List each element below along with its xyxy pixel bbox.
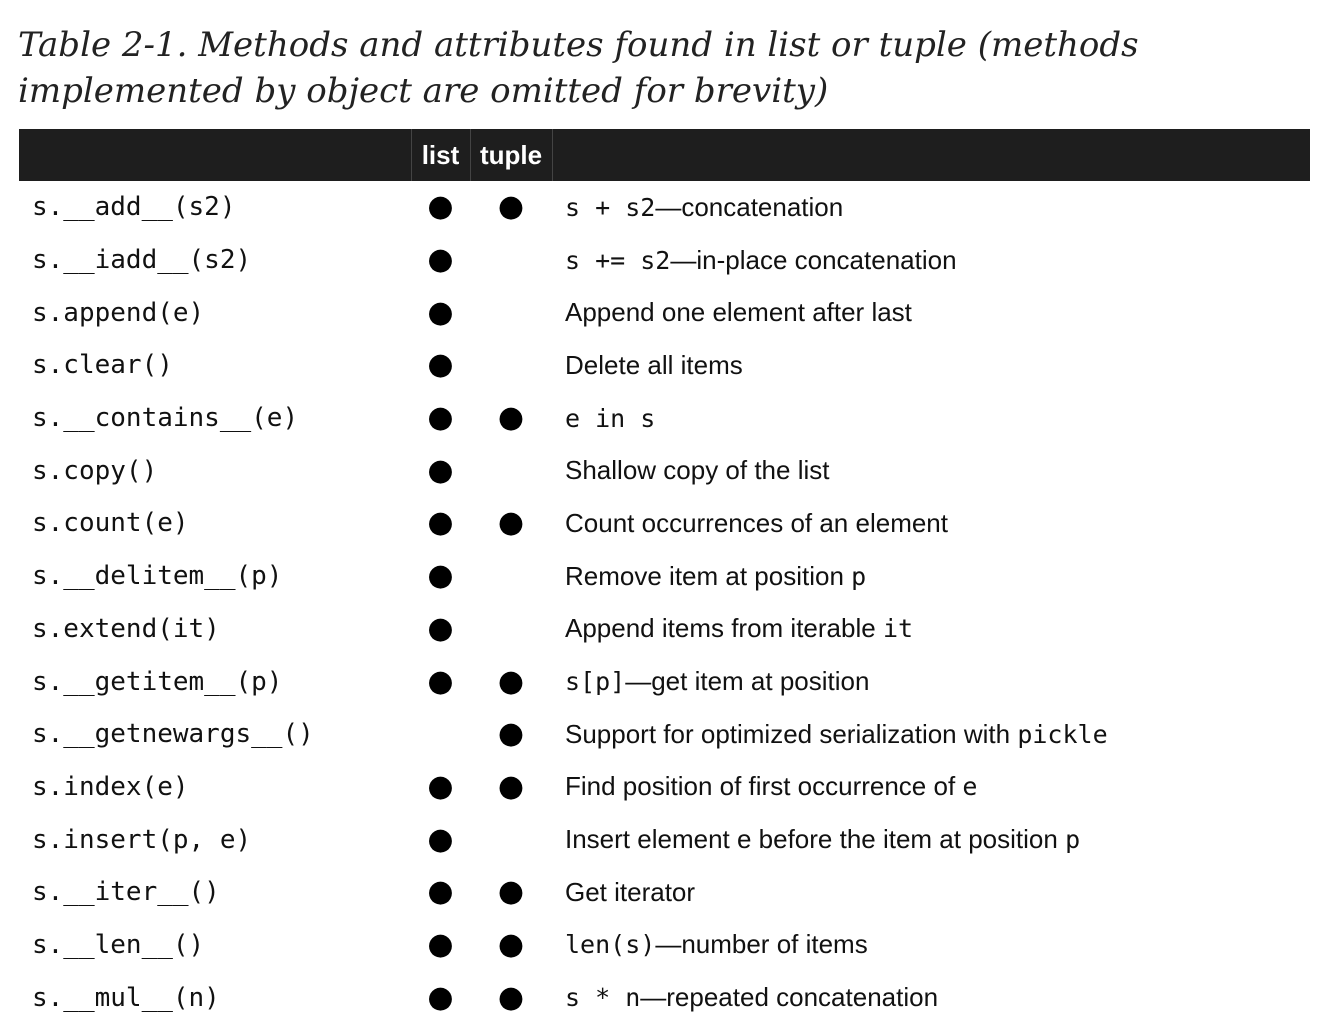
method-description	[552, 550, 1310, 603]
method-description	[552, 655, 1310, 708]
table-row	[19, 603, 1310, 656]
tuple-support-cell	[470, 761, 552, 814]
method-signature: s.append(e)	[32, 297, 205, 328]
description-text: Find position of first occurrence of	[565, 771, 963, 802]
tuple-support-cell	[470, 286, 552, 339]
description-code: len(s)	[565, 930, 656, 960]
table-row	[19, 234, 1310, 287]
tuple-support-mark: ●	[497, 926, 525, 962]
method-signature: s.__getitem__(p)	[32, 666, 283, 697]
list-support-mark: ●	[427, 189, 454, 225]
list-support-mark: ●	[427, 821, 454, 857]
header-method	[19, 129, 411, 181]
list-support-mark: ●	[427, 452, 454, 488]
description-code-suffix: pickle	[1017, 719, 1108, 749]
list-support-cell	[411, 339, 470, 392]
method-signature: s.copy()	[32, 455, 158, 486]
tuple-support-mark: ●	[497, 189, 525, 225]
tuple-support-cell	[470, 971, 552, 1024]
list-support-cell	[411, 813, 470, 866]
tuple-support-mark: ●	[497, 505, 525, 541]
list-support-cell	[411, 708, 470, 761]
list-support-cell	[411, 234, 470, 287]
tuple-support-cell	[470, 444, 552, 497]
list-support-mark: ●	[427, 610, 454, 646]
description-text: Append items from iterable	[565, 613, 883, 644]
description-text: Shallow copy of the list	[565, 455, 830, 486]
table-row	[19, 761, 1310, 814]
list-support-mark: ●	[427, 242, 454, 278]
method-description	[552, 286, 1310, 339]
list-support-cell	[411, 286, 470, 339]
list-support-cell	[411, 655, 470, 708]
table-row	[19, 497, 1310, 550]
list-support-cell	[411, 971, 470, 1024]
description-code: e in s	[565, 403, 656, 433]
table-row	[19, 971, 1310, 1024]
method-description	[552, 339, 1310, 392]
description-text: —get item at position	[625, 666, 870, 697]
list-support-cell	[411, 550, 470, 603]
list-support-mark: ●	[427, 874, 454, 910]
table-row	[19, 339, 1310, 392]
table-row	[19, 550, 1310, 603]
tuple-support-cell	[470, 603, 552, 656]
method-signature: s.clear()	[32, 350, 173, 381]
method-signature: s.__delitem__(p)	[32, 561, 283, 592]
list-support-cell	[411, 761, 470, 814]
list-support-mark: ●	[427, 400, 454, 436]
description-code: s += s2	[565, 245, 671, 275]
tuple-support-cell	[470, 655, 552, 708]
method-description	[552, 444, 1310, 497]
table-row	[19, 286, 1310, 339]
method-description	[552, 813, 1310, 866]
description-code: s * n	[565, 983, 641, 1013]
table-row	[19, 919, 1310, 972]
method-signature: s.count(e)	[32, 508, 189, 539]
method-signature: s.__mul__(n)	[32, 982, 220, 1013]
method-description	[552, 708, 1310, 761]
method-description	[552, 761, 1310, 814]
method-signature: s.__iadd__(s2)	[32, 245, 252, 276]
table-row	[19, 181, 1310, 234]
list-support-mark: ●	[427, 294, 454, 330]
tuple-support-cell	[470, 392, 552, 445]
list-support-cell	[411, 866, 470, 919]
table-caption: Table 2-1. Methods and attributes found in list or tuple (methods implemented by object are omitted for brevity)	[18, 25, 1139, 111]
tuple-support-cell	[470, 866, 552, 919]
header-row	[19, 129, 1310, 181]
list-support-mark: ●	[427, 926, 454, 962]
tuple-support-mark: ●	[497, 400, 525, 436]
table-row	[19, 392, 1310, 445]
description-text: Insert element e before the item at position	[565, 824, 1066, 855]
method-signature: s.__add__(s2)	[32, 192, 236, 223]
description-text: Count occurrences of an element	[565, 507, 948, 538]
tuple-support-mark: ●	[497, 663, 525, 699]
tuple-support-mark: ●	[497, 874, 525, 910]
table-row	[19, 708, 1310, 761]
list-support-cell	[411, 603, 470, 656]
description-text: Get iterator	[565, 876, 696, 907]
list-support-cell	[411, 919, 470, 972]
tuple-support-cell	[470, 919, 552, 972]
description-text: Remove item at position	[565, 560, 852, 591]
method-description	[552, 234, 1310, 287]
description-text: Delete all items	[565, 349, 743, 380]
list-support-cell	[411, 497, 470, 550]
tuple-support-cell	[470, 181, 552, 234]
description-text: Append one element after last	[565, 297, 912, 328]
description-text: —concatenation	[655, 191, 844, 222]
description-code-suffix: it	[882, 614, 914, 644]
description-code-suffix: p	[1065, 825, 1081, 855]
tuple-support-mark: ●	[497, 768, 525, 804]
table-header	[19, 129, 1310, 181]
description-text: —number of items	[655, 929, 868, 960]
method-description	[552, 497, 1310, 550]
tuple-support-cell	[470, 813, 552, 866]
tuple-support-cell	[470, 550, 552, 603]
method-description	[552, 971, 1310, 1024]
tuple-support-cell	[470, 497, 552, 550]
tuple-support-mark: ●	[497, 716, 525, 752]
method-description	[552, 392, 1310, 445]
list-support-mark: ●	[427, 347, 454, 383]
method-signature: s.index(e)	[32, 771, 189, 802]
list-support-mark: ●	[427, 768, 454, 804]
table-row	[19, 866, 1310, 919]
description-code: s[p]	[565, 667, 626, 697]
header-list: list	[411, 129, 470, 181]
description-code-suffix: p	[851, 561, 867, 591]
header-tuple: tuple	[470, 129, 552, 181]
table-body	[19, 181, 1310, 1024]
list-support-cell	[411, 392, 470, 445]
tuple-support-cell	[470, 708, 552, 761]
list-support-mark: ●	[427, 979, 454, 1015]
description-text: —repeated concatenation	[640, 982, 939, 1013]
method-signature: s.__getnewargs__()	[32, 719, 314, 750]
tuple-support-cell	[470, 339, 552, 392]
method-description	[552, 181, 1310, 234]
tuple-support-cell	[470, 234, 552, 287]
description-code: s + s2	[565, 192, 656, 222]
table-row	[19, 444, 1310, 497]
method-signature: s.__len__()	[32, 929, 205, 960]
list-support-mark: ●	[427, 663, 454, 699]
description-text: —in-place concatenation	[670, 244, 957, 275]
description-code-suffix: e	[962, 772, 978, 802]
description-text: Support for optimized serialization with	[565, 718, 1018, 749]
method-description	[552, 603, 1310, 656]
tuple-support-mark: ●	[497, 979, 525, 1015]
method-signature: s.extend(it)	[32, 613, 220, 644]
methods-table	[19, 129, 1310, 1024]
method-description	[552, 866, 1310, 919]
table-row	[19, 655, 1310, 708]
header-description	[552, 129, 1310, 181]
list-support-mark: ●	[427, 505, 454, 541]
method-signature: s.insert(p, e)	[32, 824, 252, 855]
method-signature: s.__contains__(e)	[32, 403, 299, 434]
method-description	[552, 919, 1310, 972]
list-support-cell	[411, 181, 470, 234]
list-support-cell	[411, 444, 470, 497]
list-support-mark: ●	[427, 558, 454, 594]
method-signature: s.__iter__()	[32, 877, 220, 908]
table-row	[19, 813, 1310, 866]
